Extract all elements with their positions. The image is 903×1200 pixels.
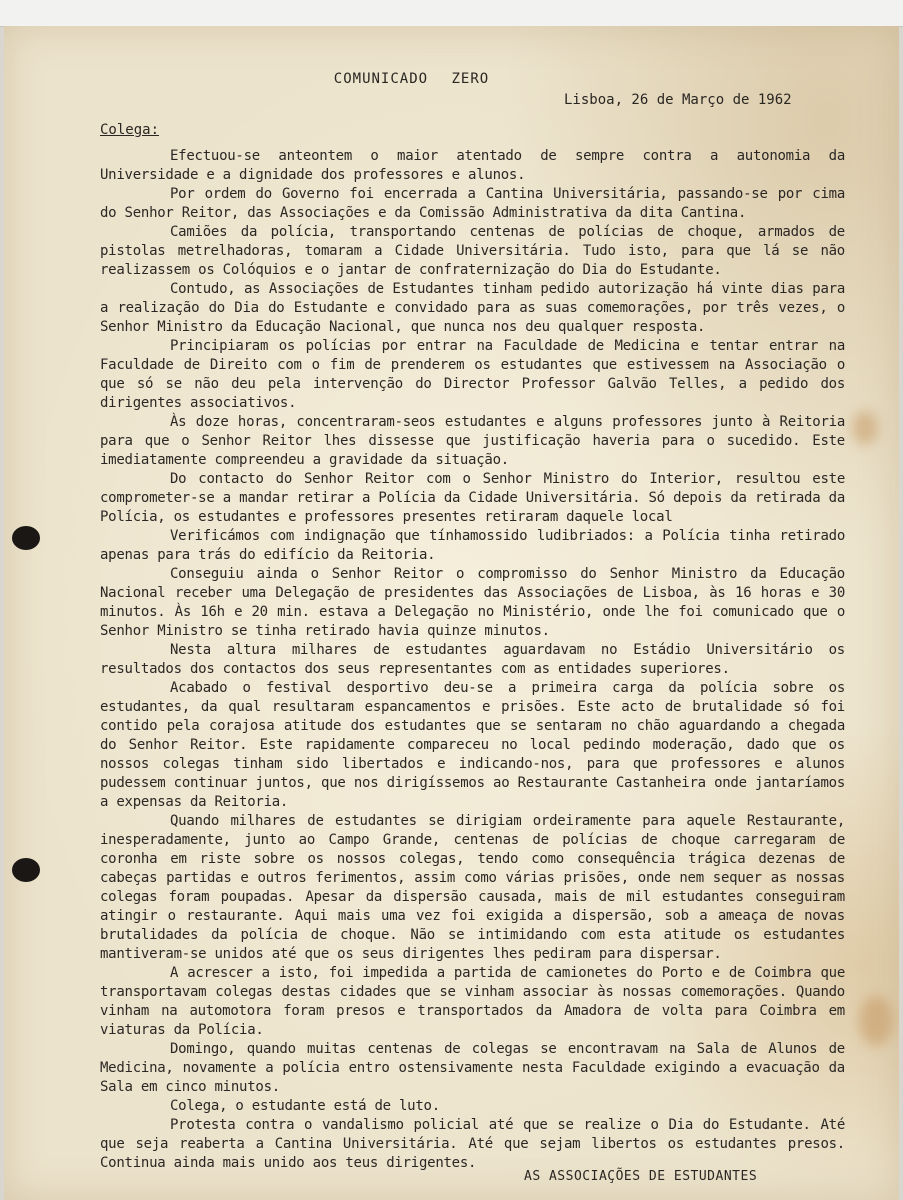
paragraph: Colega, o estudante está de luto. xyxy=(170,1098,440,1114)
paragraph: Acabado o festival desportivo deu-se a primeira carga da polícia sobre os estudantes, da qual resultaram espancamentos e prisões. Este acto de brutalidade só foi contido pela corajosa atitude dos estudantes que se sentaram no chão aguardando a chegada do Senhor Reitor. Este rapidamente compareceu no local pedindo moderação, dado que os nossos colegas tinham sido libertados e indicando-nos, para que professores e alunos pudessem continuar juntos, que nos dirigíssemos ao Restaurante Castanheira onde jantaríamos a expensas da Reitoria. xyxy=(100,680,845,810)
document-page xyxy=(4,26,899,1200)
paper-stain xyxy=(859,996,893,1046)
scan-top-margin xyxy=(0,0,903,27)
letter-body xyxy=(100,147,845,1173)
paper-stain xyxy=(852,411,878,445)
paragraph: Principiaram os polícias por entrar na Faculdade de Medicina e tentar entrar na Faculdade de Direito com o fim de prenderem os estudantes que estivessem na Associação o que só se não deu pela intervenção do Director Professor Galvão Telles, a pedido dos dirigentes associativos. xyxy=(100,338,845,411)
paragraph: Por ordem do Governo foi encerrada a Cantina Universitária, passando-se por cima do Senhor Reitor, das Associações e da Comissão Administrativa da dita Cantina. xyxy=(100,186,845,221)
paragraph: Conseguiu ainda o Senhor Reitor o compromisso do Senhor Ministro da Educação Nacional receber uma Delegação de presidentes das Associações de Lisboa, às 16 horas e 30 minutos. Às 16h e 20 min. estava a Delegação no Ministério, onde lhe foi comunicado que o Senhor Ministro se tinha retirado havia quinze minutos. xyxy=(100,566,845,639)
paragraph: A acrescer a isto, foi impedida a partida de camionetes do Porto e de Coimbra que transportavam colegas destas cidades que se vinham associar às nossas comemorações. Quando vinham na automotora foram presos e transportados da Amadora de volta para Coimbra em viaturas da Polícia. xyxy=(100,965,845,1038)
paragraph: Do contacto do Senhor Reitor com o Senhor Ministro do Interior, resultou este comprometer-se a mandar retirar a Polícia da Cidade Universitária. Só depois da retirada da Polícia, os estudantes e professores presentes retiraram daquele local xyxy=(100,471,845,525)
paragraph: Às doze horas, concentraram-seos estudantes e alguns professores junto à Reitoria para que o Senhor Reitor lhes dissesse que justificação haveria para o sucedido. Este imediatamente compreendeu a gravidade da situação. xyxy=(100,414,845,468)
paragraph: Protesta contra o vandalismo policial até que se realize o Dia do Estudante. Até que seja reaberta a Cantina Universitária. Até que sejam libertos os estudantes presos. Continua ainda mais unido aos teus dirigentes. xyxy=(100,1117,845,1171)
paragraph: Contudo, as Associações de Estudantes tinham pedido autorização há vinte dias para a realização do Dia do Estudante e convidado para as suas comemorações, por três vezes, o Senhor Ministro da Educação Nacional, que nunca nos deu qualquer resposta. xyxy=(100,281,845,335)
paragraph: Quando milhares de estudantes se dirigiam ordeiramente para aquele Restaurante, inesperadamente, junto ao Campo Grande, centenas de polícias de choque carregaram de coronha em riste sobre os nossos colegas, tendo como consequência trágica dezenas de cabeças partidas e outros ferimentos, assim como várias prisões, onde nem sequer as nossas colegas foram poupadas. Apesar da dispersão causada, mais de mil estudantes conseguiram atingir o restaurante. Aqui mais uma vez foi exigida a dispersão, sob a ameaça de novas brutalidades da polícia de choque. Não se intimidando com esta atitude os estudantes mantiveram-se unidos até que os seus dirigentes lhes pediram para dispersar. xyxy=(100,813,845,962)
paragraph: Domingo, quando muitas centenas de colegas se encontravam na Sala de Alunos de Medicina, novamente a polícia entro ostensivamente nesta Faculdade exigindo a evacuação da Sala em cinco minutos. xyxy=(100,1041,845,1095)
document-title: COMUNICADO ZERO xyxy=(333,71,490,87)
paragraph: Efectuou-se anteontem o maior atentado de sempre contra a autonomia da Universidade e a dignidade dos professores e alunos. xyxy=(100,148,845,183)
paragraph: Nesta altura milhares de estudantes aguardavam no Estádio Universitário os resultados dos contactos dos seus representantes com as entidades superiores. xyxy=(100,642,845,677)
punch-hole xyxy=(12,526,40,550)
paragraph: Camiões da polícia, transportando centenas de polícias de choque, armados de pistolas metrelhadoras, tomaram a Cidade Universitária. Tudo isto, para que lá se não realizassem os Colóquios e o jantar de confraternização do Dia do Estudante. xyxy=(100,224,845,278)
dateline: Lisboa, 26 de Março de 1962 xyxy=(564,92,792,108)
punch-hole xyxy=(12,858,40,882)
signature: AS ASSOCIAÇÕES DE ESTUDANTES xyxy=(524,1169,758,1184)
paragraph: Verificámos com indignação que tínhamossido ludibriados: a Polícia tinha retirado apenas para trás do edifício da Reitoria. xyxy=(100,528,845,563)
salutation: Colega: xyxy=(100,122,160,138)
